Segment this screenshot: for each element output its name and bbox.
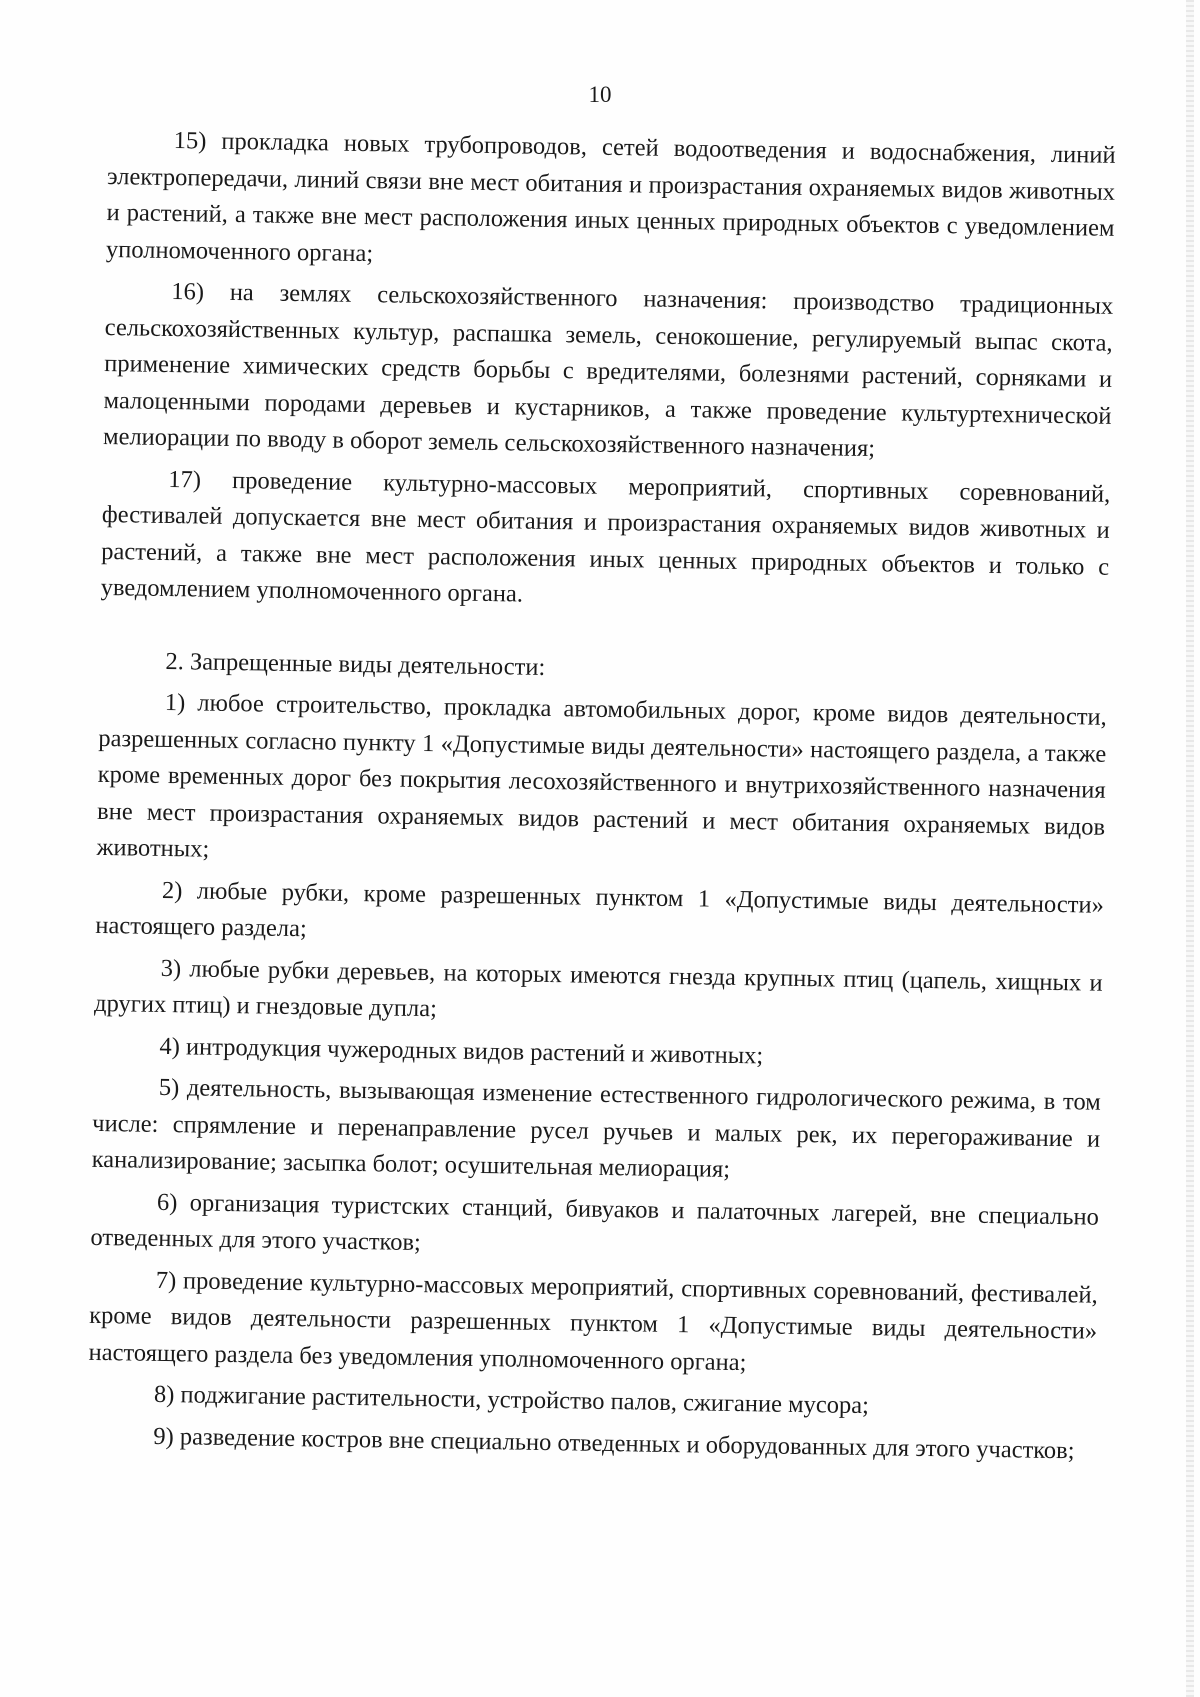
section-heading-prohibited: 2. Запрещенные виды деятельности: [165,647,546,681]
paragraph-prohibited-4: 4) интродукция чужеродных видов растений и животных; [159,1032,764,1069]
paragraph-prohibited-1: 1) любое строительство, прокладка автомобильных дорог, кроме видов деятельности, разрешенных согласно пункту 1 «Допустимые виды деятельности» настоящего раздела, а также кроме временных дорог без покрытия лесохозяйственного и внутрихозяйственного назначения вне мест произрастания охраняемых видов растений и мест обитания охраняемых видов животных; [96,688,1107,863]
paragraph-prohibited-3: 3) любые рубки деревьев, на которых имеются гнезда крупных птиц (цапель, хищных и других птиц) и гнездовые дупла; [93,954,1103,1023]
paragraph-prohibited-8: 8) поджигание растительности, устройство палов, сжигание мусора; [153,1380,870,1420]
document-body [87,122,1116,1470]
scan-edge-artifact [1186,0,1194,1697]
paragraph-item-17: 17) проведение культурно-массовых мероприятий, спортивных соревнований, фестивалей допускается вне мест обитания и произрастания охраняемых видов животных и растений, а также вне мест расположения иных ценных природных объектов и только с уведомлением уполномоченного органа. [100,465,1111,608]
paragraph-item-15: 15) прокладка новых трубопроводов, сетей водоотведения и водоснабжения, линий электропередачи, линий связи вне мест обитания и произрастания охраняемых видов животных и растений, а также вне мест расположения иных ценных природных объектов с уведомлением уполномоченного органа; [105,127,1116,267]
paragraph-item-16: 16) на землях сельскохозяйственного назначения: производство традиционных сельскохозяйственных культур, распашка земель, сенокошение, регулируемый выпас скота, применение химических средств борьбы с вредителями, болезнями растений, сорняками и малоценными породами деревьев и кустарников, а также проведение культуртехнической мелиорации по вводу в оборот земель сельскохозяйственного назначения; [102,278,1114,463]
paragraph-prohibited-9: 9) разведение костров вне специально отведенных и оборудованных для этого участков; [153,1422,1075,1464]
paragraph-prohibited-2: 2) любые рубки, кроме разрешенных пунктом 1 «Допустимые виды деятельности» настоящего раздела; [95,876,1105,943]
paragraph-prohibited-7: 7) проведение культурно-массовых мероприятий, спортивных соревнований, фестивалей, кроме видов деятельности разрешенных пунктом 1 «Допустимые виды деятельности» настоящего раздела без уведомления уполномоченного органа; [88,1266,1098,1376]
page-number: 10 [588,82,612,107]
paragraph-prohibited-6: 6) организация туристских станций, бивуаков и палаточных лагерей, вне специально отведенных для этого участков; [90,1188,1100,1257]
paragraph-prohibited-5: 5) деятельность, вызывающая изменение естественного гидрологического режима, в том числе: спрямление и перенаправление русел ручьев и малых рек, их перегораживание и канализирование; засыпка болот; осушительная мелиорация; [91,1073,1101,1183]
